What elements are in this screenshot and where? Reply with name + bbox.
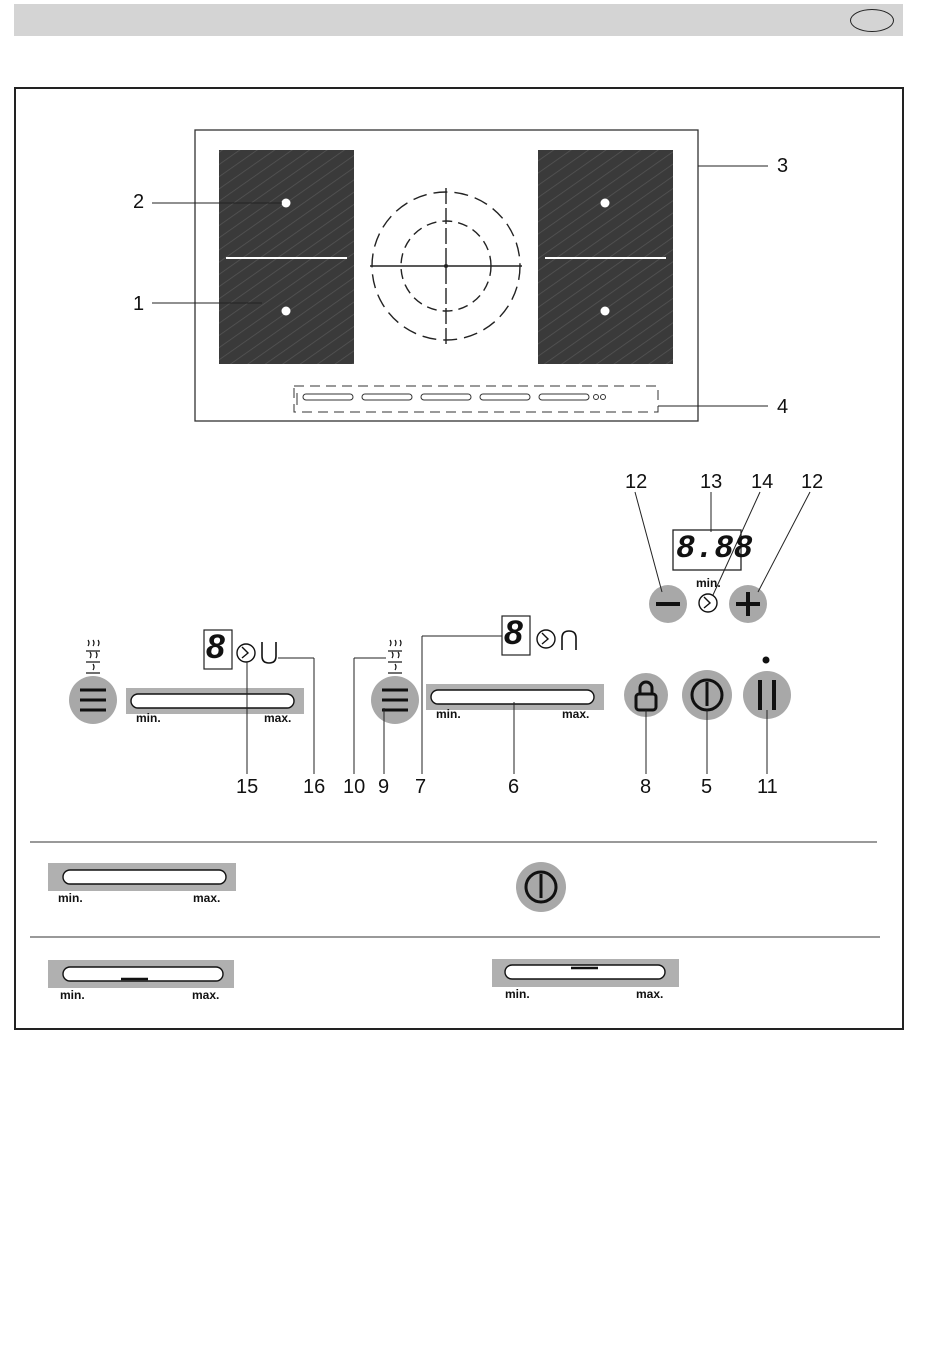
minus-icon — [649, 585, 687, 623]
slider-examples — [0, 830, 950, 1020]
callout-12-left: 12 — [625, 471, 648, 493]
power-icon-example — [516, 862, 566, 912]
example1-max: max. — [193, 891, 221, 905]
keep-warm-button-b — [371, 676, 419, 724]
zone-marker-right-bottom — [601, 307, 610, 316]
callout-4: 4 — [777, 396, 789, 418]
zone-a-digit: 8 — [206, 628, 225, 666]
slider-b-max: max. — [562, 707, 590, 721]
callout-15: 15 — [236, 776, 259, 798]
zone-marker-left-top — [282, 199, 291, 208]
example2-min: min. — [60, 988, 85, 1002]
callout-8: 8 — [640, 776, 652, 798]
timer-unit: min. — [696, 576, 721, 590]
callout-14: 14 — [751, 471, 774, 493]
callout-3: 3 — [777, 155, 789, 177]
zone-marker-left-bottom — [282, 307, 291, 316]
callout-13: 13 — [700, 471, 723, 493]
timer-icon — [699, 594, 717, 612]
callout-6: 6 — [508, 776, 520, 798]
warming-levels-icon-b — [388, 640, 402, 673]
timer-icon-a — [237, 644, 255, 662]
slider-b-min: min. — [436, 707, 461, 721]
callout-5: 5 — [701, 776, 713, 798]
callout-9: 9 — [378, 776, 390, 798]
callout-10: 10 — [343, 776, 366, 798]
callout-16: 16 — [303, 776, 326, 798]
callout-2: 2 — [133, 191, 145, 213]
timer-display: 8.88 — [676, 530, 753, 567]
callout-12-right: 12 — [801, 471, 824, 493]
example2-max: max. — [192, 988, 220, 1002]
warming-levels-icon-a — [86, 640, 100, 673]
slider-a-max: max. — [264, 711, 292, 725]
bridge-icon-b — [562, 631, 576, 650]
control-panel-detail — [0, 440, 950, 820]
callout-1: 1 — [133, 293, 145, 315]
timer-icon-b — [537, 630, 555, 648]
hob-top-view — [0, 0, 950, 440]
bridge-icon-a — [262, 642, 276, 663]
plus-icon — [729, 585, 767, 623]
zone-b-digit: 8 — [504, 614, 523, 652]
example3-max: max. — [636, 987, 664, 1001]
callout-11: 11 — [757, 776, 778, 798]
zone-marker-right-top — [601, 199, 610, 208]
example3-min: min. — [505, 987, 530, 1001]
callout-7: 7 — [415, 776, 427, 798]
slider-a-min: min. — [136, 711, 161, 725]
example1-min: min. — [58, 891, 83, 905]
keep-warm-button-a — [69, 676, 117, 724]
